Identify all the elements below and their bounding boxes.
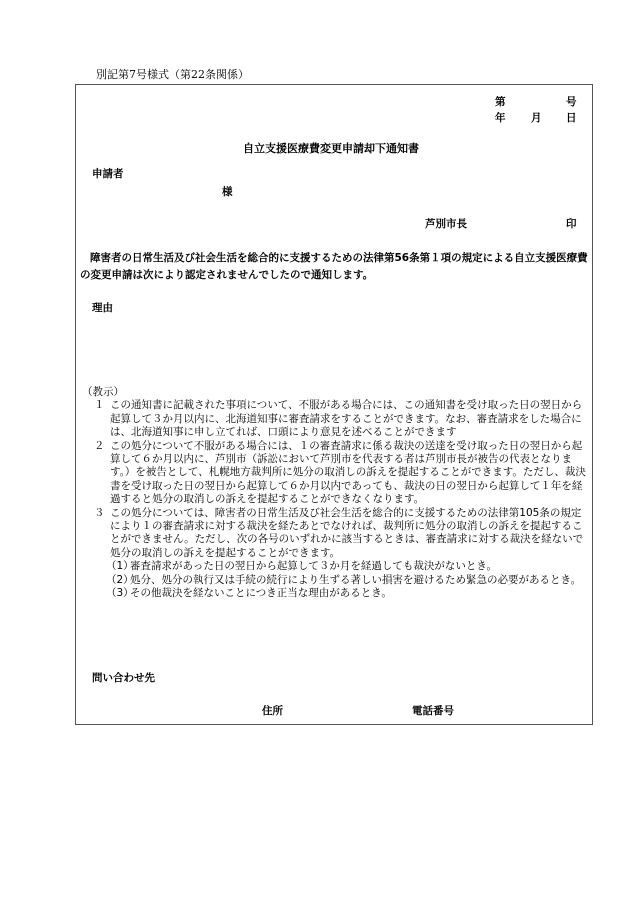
subitem-text: 処分、処分の執行又は手続の続行により生ずる著しい損害を避けるため緊急の必要があるとき。 (130, 573, 582, 586)
reason-label: 理由 (92, 302, 113, 314)
instruction-number: ２ (94, 439, 105, 452)
subitem-number: （1） (106, 560, 134, 573)
instruction-text: この処分については、障害者の日常生活及び社会生活を総合的に支援するための法律第105条の規定により１の審査請求に対する裁決を経たあとでなければ、裁判所に処分の取消しの訴えを提起することができません。ただし、次の各号のいずれかに該当するときは、審査請求に対する裁決を経ないで処分の取消しの訴えを提起することができます。 (110, 506, 584, 559)
instruction-text: この処分について不服がある場合には、１の審査請求に係る裁決の送達を受け取った日の翌日から起算して６か月以内に、芦別市（訴訟において芦別市を代表する者は芦別市長が被告の代表となります。）を被告として、札幌地方裁判所に処分の取消しの訴えを提起することができます。ただし、裁決書を受け取った日の翌日から起算して６か月以内であっても、裁決の日の翌日から起算して１年を経過すると処分の取消しの訴えを提起することができなくなります。 (110, 439, 586, 506)
contact-label: 問い合わせ先 (92, 672, 155, 684)
number-prefix: 第 (495, 96, 506, 108)
subitem-number: （2） (106, 573, 134, 586)
date-month: 月 (531, 112, 542, 124)
document-title: 自立支援医療費変更申請却下通知書 (243, 142, 419, 155)
instruction-item (82, 507, 587, 561)
instruction-text: この通知書に記載された事項について、不服がある場合には、この通知書を受け取った日の翌日から起算して３か月以内に、北海道知事に審査請求をすることができます。なお、審査請求をした場合には、北海道知事に申し立てれば、口頭により意見を述べることができます (110, 399, 583, 439)
contact-address-label: 住所 (262, 705, 283, 717)
contact-phone-label: 電話番号 (412, 705, 454, 717)
applicant-honorific: 様 (222, 186, 233, 198)
issuer-name: 芦別市長 (425, 218, 467, 230)
instruction-item (82, 440, 587, 507)
applicant-label: 申請者 (92, 168, 124, 180)
instructions-section (82, 386, 587, 601)
seal-mark: 印 (566, 218, 577, 230)
form-label: 別記第7号様式（第22条関係） (96, 68, 249, 81)
subitem-text: その他裁決を経ないことにつき正当な理由があるとき。 (130, 587, 392, 600)
subitem-number: （3） (106, 587, 134, 600)
instruction-subitem (82, 574, 587, 587)
number-suffix: 号 (566, 96, 577, 108)
instruction-subitem (82, 560, 587, 573)
date-year: 年 (495, 112, 506, 124)
notice-body: 障害者の日常生活及び社会生活を総合的に支援するための法律第56条第１項の規定による自立支援医療費の変更申請は次により認定されませんでしたので通知します。 (80, 252, 588, 281)
instructions-heading: （教示） (82, 386, 124, 398)
instruction-item (82, 399, 587, 439)
instruction-subitem (82, 587, 587, 600)
instruction-number: ３ (94, 506, 105, 519)
instruction-number: １ (94, 399, 105, 412)
subitem-text: 審査請求があった日の翌日から起算して３か月を経過しても裁決がないとき。 (130, 560, 497, 573)
date-day: 日 (566, 112, 577, 124)
